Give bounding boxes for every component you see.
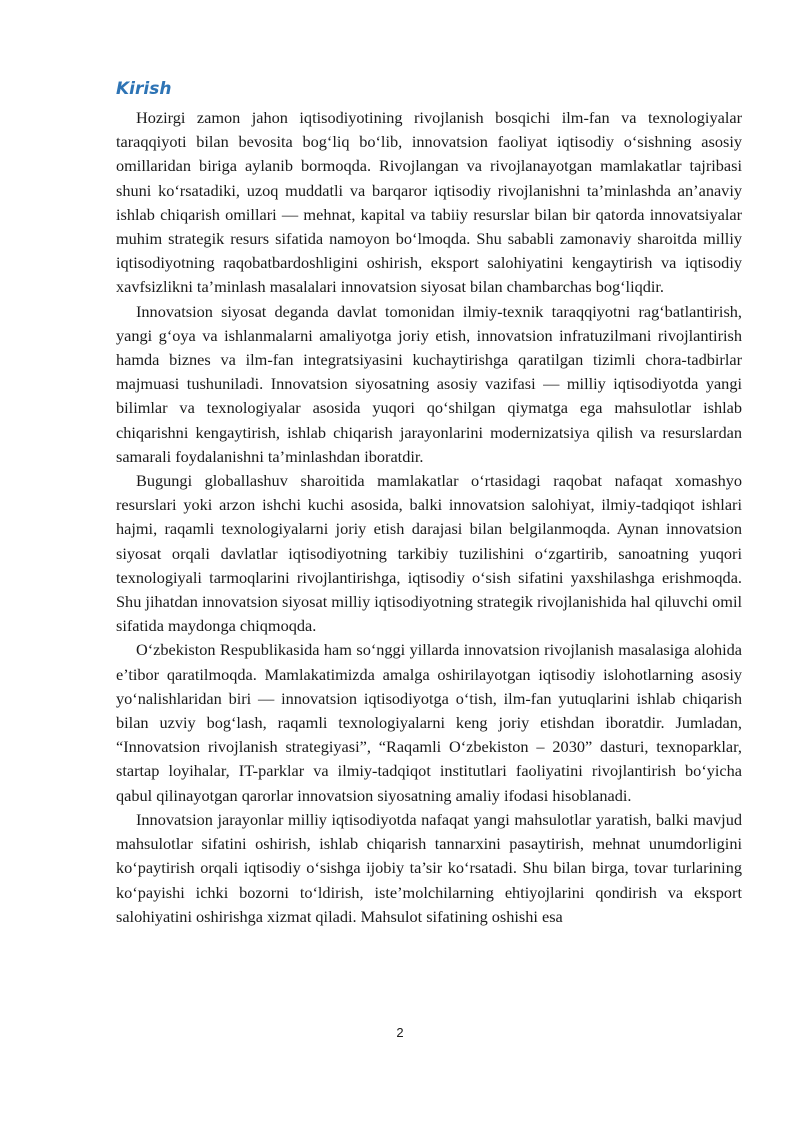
- paragraph: Bugungi globallashuv sharoitida mamlakatlar o‘rtasidagi raqobat nafaqat xomashyo resurslari yoki arzon ishchi kuchi asosida, balki innovatsion salohiyat, ilmiy-tadqiqot ishlari hajmi, raqamli texnologiyalarni joriy etish darajasi bilan belgilanmoqda. Aynan innovatsion siyosat orqali davlatlar iqtisodiyotning tarkibiy tuzilishini o‘zgartirib, sanoatning yuqori texnologiyali tarmoqlarini rivojlantirishga, iqtisodiy o‘sish sifatini yaxshilashga erishmoqda. Shu jihatdan innovatsion siyosat milliy iqtisodiyotning strategik rivojlanishida hal qiluvchi omil sifatida maydonga chiqmoqda.: [116, 471, 742, 636]
- page-number: 2: [396, 1025, 404, 1040]
- section-heading: Kirish: [116, 79, 172, 99]
- paragraph: Hozirgi zamon jahon iqtisodiyotining rivojlanish bosqichi ilm-fan va texnologiyalar taraqqiyoti bilan bevosita bog‘liq bo‘lib, innovatsion faoliyat iqtisodiy o‘sishning asosiy omillaridan biriga aylanib bormoqda. Rivojlangan va rivojlanayotgan mamlakatlar tajribasi shuni ko‘rsatadiki, uzoq muddatli va barqaror iqtisodiy rivojlanishni ta’minlashda an’anaviy ishlab chiqarish omillari — mehnat, kapital va tabiiy resurslar bilan bir qatorda innovatsiyalar muhim strategik resurs sifatida namoyon bo‘lmoqda. Shu sababli zamonaviy sharoitda milliy iqtisodiyotning raqobatbardoshligini oshirish, eksport salohiyatini kengaytirish va iqtisodiy xavfsizlikni ta’minlash masalalari innovatsion siyosat bilan chambarchas bog‘liqdir.: [116, 108, 742, 297]
- paragraph: Innovatsion jarayonlar milliy iqtisodiyotda nafaqat yangi mahsulotlar yaratish, balki mavjud mahsulotlar sifatini oshirish, ishlab chiqarish tannarxini pasaytirish, mehnat unumdorligini ko‘paytirish orqali iqtisodiy o‘sishga ijobiy ta’sir ko‘rsatadi. Shu bilan birga, tovar turlarining ko‘payishi ichki bozorni to‘ldirish, iste’molchilarning ehtiyojlarini qondirish va eksport salohiyatini oshirishga xizmat qiladi. Mahsulot sifatining oshishi esa: [116, 809, 742, 926]
- paragraph: Innovatsion siyosat deganda davlat tomonidan ilmiy-texnik taraqqiyotni rag‘batlantirish, yangi g‘oya va ishlanmalarni amaliyotga joriy etish, innovatsion infratuzilmani rivojlantirish hamda biznes va ilm-fan integratsiyasini kuchaytirishga qaratilgan tizimli chora-tadbirlar majmuasi tushuniladi. Innovatsion siyosatning asosiy vazifasi — milliy iqtisodiyotda yangi bilimlar va texnologiyalar asosida yuqori qo‘shilgan qiymatga ega mahsulotlar ishlab chiqarishni kengaytirish, ishlab chiqarish jarayonlarini modernizatsiya qilish va resurslardan samarali foydalanishni ta’minlashdan iboratdir.: [116, 301, 742, 466]
- paragraph: O‘zbekiston Respublikasida ham so‘nggi yillarda innovatsion rivojlanish masalasiga alohida e’tibor qaratilmoqda. Mamlakatimizda amalga oshirilayotgan iqtisodiy islohotlarning asosiy yo‘nalishlaridan biri — innovatsion iqtisodiyotga o‘tish, ilm-fan yutuqlarini ishlab chiqarish bilan uzviy bog‘lash, raqamli texnologiyalarni keng joriy etishdan iboratdir. Jumladan, “Innovatsion rivojlanish strategiyasi”, “Raqamli O‘zbekiston – 2030” dasturi, texnoparklar, startap loyihalar, IT-parklar va ilmiy-tadqiqot institutlari faoliyatini rivojlantirish bo‘yicha qabul qilinayotgan qarorlar innovatsion siyosatning amaliy ifodasi hisoblanadi.: [116, 640, 742, 805]
- body-text: [116, 106, 742, 929]
